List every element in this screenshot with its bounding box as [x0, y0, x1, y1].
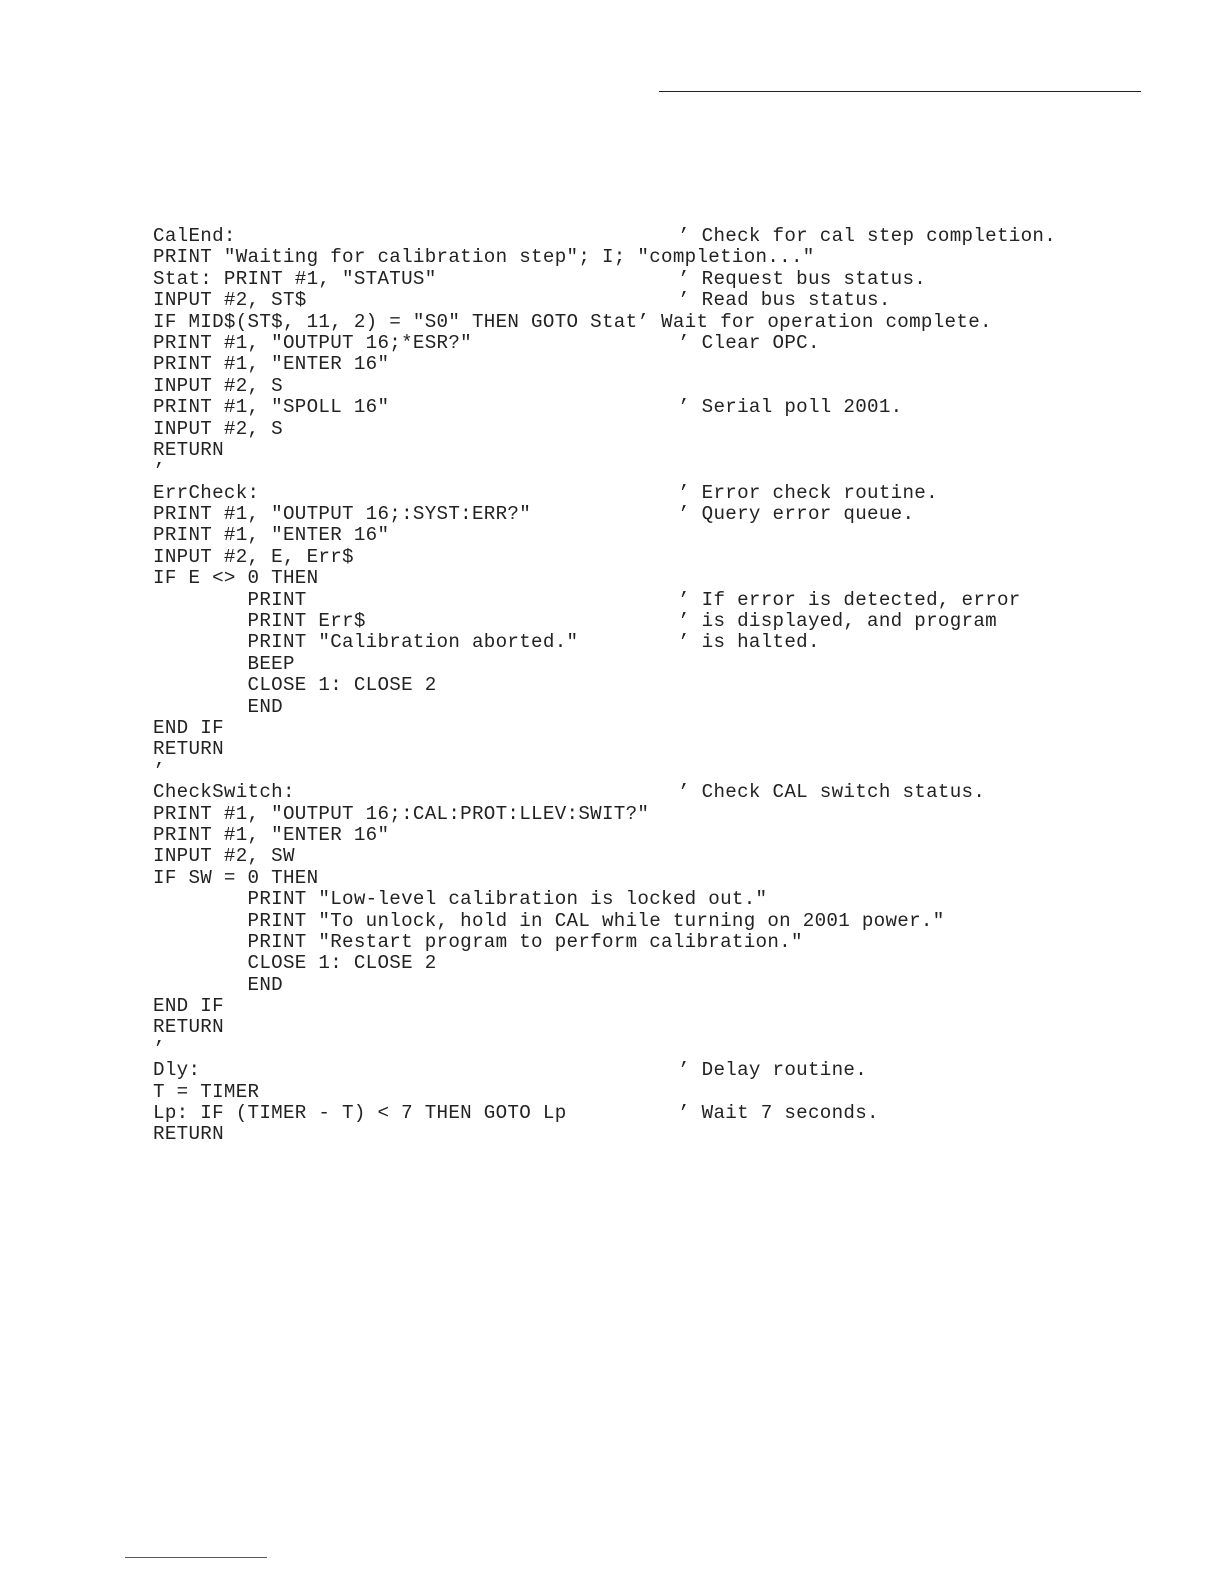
- code-text: ErrCheck:: [153, 481, 260, 504]
- code-line: [153, 269, 1153, 290]
- code-text: END IF: [153, 716, 224, 739]
- code-line: [153, 354, 1153, 375]
- code-line: [153, 547, 1153, 568]
- code-line: [153, 440, 1153, 461]
- code-text: RETURN: [153, 738, 224, 761]
- code-line: [153, 996, 1153, 1017]
- code-comment: ’ Clear OPC.: [678, 331, 820, 354]
- code-line: [153, 504, 1153, 525]
- code-text: PRINT "To unlock, hold in CAL while turning on 2001 power.": [153, 909, 945, 932]
- code-text: PRINT "Restart program to perform calibration.": [153, 930, 803, 953]
- code-line: [153, 1017, 1153, 1038]
- code-line: [153, 247, 1153, 268]
- code-text: CLOSE 1: CLOSE 2: [153, 952, 437, 975]
- code-line: [153, 911, 1153, 932]
- code-line: [153, 782, 1153, 803]
- code-text: PRINT: [153, 588, 307, 611]
- code-line: [153, 1103, 1153, 1124]
- code-text: RETURN: [153, 1123, 224, 1146]
- code-text: RETURN: [153, 438, 224, 461]
- code-comment: ’ Wait 7 seconds.: [678, 1102, 879, 1125]
- code-text: PRINT #1, "ENTER 16": [153, 823, 390, 846]
- code-text: INPUT #2, S: [153, 374, 283, 397]
- code-line: [153, 611, 1153, 632]
- code-comment: ’ Delay routine.: [678, 1059, 868, 1082]
- code-text: PRINT #1, "OUTPUT 16;:SYST:ERR?": [153, 503, 532, 526]
- code-text: INPUT #2, E, Err$: [153, 545, 354, 568]
- code-comment: ’ Serial poll 2001.: [678, 396, 903, 419]
- code-text: INPUT #2, SW: [153, 845, 295, 868]
- code-text: IF MID$(ST$, 11, 2) = "S0" THEN GOTO Stat’ Wait for operation complete.: [153, 310, 992, 333]
- code-line: [153, 312, 1153, 333]
- code-line: [153, 483, 1153, 504]
- code-line: [153, 697, 1153, 718]
- code-comment: ’ If error is detected, error: [678, 588, 1021, 611]
- code-line: [153, 1124, 1153, 1145]
- code-line: [153, 290, 1153, 311]
- code-text: INPUT #2, S: [153, 417, 283, 440]
- code-text: PRINT Err$: [153, 610, 366, 633]
- code-line: [153, 1039, 1153, 1060]
- code-line: [153, 718, 1153, 739]
- code-line: [153, 953, 1153, 974]
- code-text: PRINT #1, "OUTPUT 16;*ESR?": [153, 331, 472, 354]
- code-line: [153, 226, 1153, 247]
- footer-rule: [125, 1557, 267, 1558]
- code-comment: ’ Read bus status.: [678, 289, 891, 312]
- code-text: Lp: IF (TIMER - T) < 7 THEN GOTO Lp: [153, 1102, 567, 1125]
- code-listing: [153, 226, 1153, 1146]
- code-text: END: [153, 973, 283, 996]
- code-line: [153, 804, 1153, 825]
- code-line: [153, 376, 1153, 397]
- code-line: [153, 889, 1153, 910]
- code-comment: ’ Error check routine.: [678, 481, 938, 504]
- code-line: [153, 333, 1153, 354]
- code-text: PRINT "Calibration aborted.": [153, 631, 579, 654]
- code-text: IF SW = 0 THEN: [153, 866, 319, 889]
- code-line: [153, 397, 1153, 418]
- code-line: [153, 675, 1153, 696]
- code-line: [153, 846, 1153, 867]
- code-text: Stat: PRINT #1, "STATUS": [153, 267, 437, 290]
- code-line: [153, 632, 1153, 653]
- code-text: PRINT #1, "SPOLL 16": [153, 396, 390, 419]
- code-text: PRINT "Low-level calibration is locked out.": [153, 888, 768, 911]
- code-line: [153, 461, 1153, 482]
- code-text: RETURN: [153, 1016, 224, 1039]
- code-line: [153, 739, 1153, 760]
- code-line: [153, 590, 1153, 611]
- code-line: [153, 568, 1153, 589]
- code-text: ’: [153, 759, 165, 782]
- code-line: [153, 1060, 1153, 1081]
- code-line: [153, 419, 1153, 440]
- code-text: PRINT "Waiting for calibration step"; I; "completion...": [153, 246, 815, 269]
- header-rule: [659, 91, 1141, 92]
- code-line: [153, 932, 1153, 953]
- code-line: [153, 1082, 1153, 1103]
- code-line: [153, 868, 1153, 889]
- code-text: CheckSwitch:: [153, 781, 295, 804]
- code-comment: ’ Query error queue.: [678, 503, 915, 526]
- code-text: INPUT #2, ST$: [153, 289, 307, 312]
- code-line: [153, 761, 1153, 782]
- code-text: END IF: [153, 995, 224, 1018]
- code-text: CalEnd:: [153, 225, 236, 247]
- code-text: PRINT #1, "OUTPUT 16;:CAL:PROT:LLEV:SWIT?": [153, 802, 650, 825]
- code-comment: ’ Check for cal step completion.: [678, 225, 1057, 247]
- code-comment: ’ is halted.: [678, 631, 820, 654]
- code-line: [153, 825, 1153, 846]
- code-line: [153, 654, 1153, 675]
- code-comment: ’ is displayed, and program: [678, 610, 997, 633]
- code-text: BEEP: [153, 652, 295, 675]
- code-text: PRINT #1, "ENTER 16": [153, 524, 390, 547]
- code-text: IF E <> 0 THEN: [153, 567, 319, 590]
- code-text: T = TIMER: [153, 1080, 260, 1103]
- code-text: ’: [153, 1037, 165, 1060]
- code-text: CLOSE 1: CLOSE 2: [153, 674, 437, 697]
- code-line: [153, 975, 1153, 996]
- code-text: ’: [153, 460, 165, 483]
- code-text: END: [153, 695, 283, 718]
- code-comment: ’ Check CAL switch status.: [678, 781, 986, 804]
- code-comment: ’ Request bus status.: [678, 267, 927, 290]
- code-line: [153, 525, 1153, 546]
- code-text: Dly:: [153, 1059, 201, 1082]
- code-text: PRINT #1, "ENTER 16": [153, 353, 390, 376]
